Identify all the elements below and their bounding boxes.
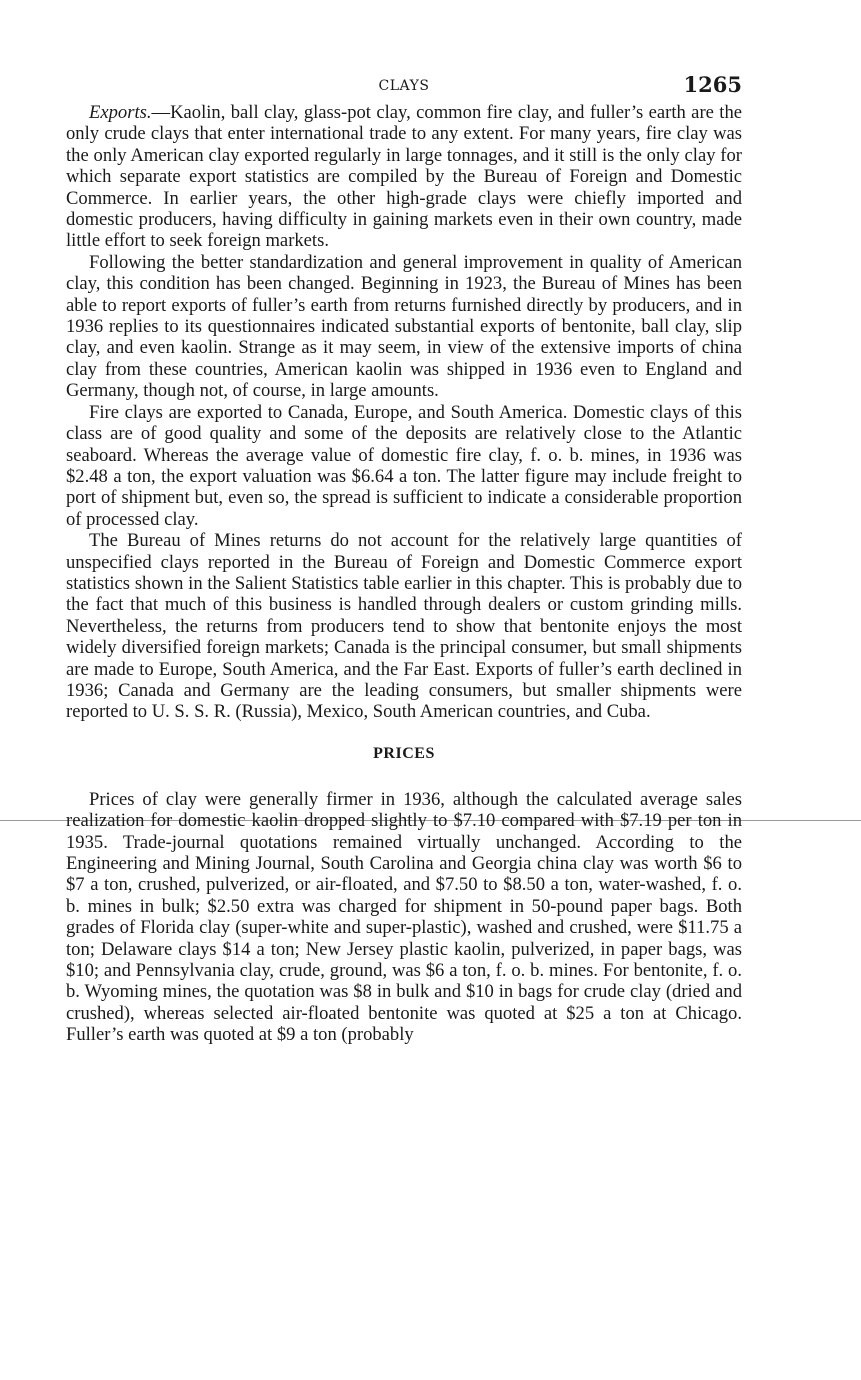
prices-section — [66, 745, 742, 1046]
exports-lead-in: Exports. — [89, 102, 152, 123]
page-number: 1265 — [683, 72, 742, 97]
exports-paragraph-2: Following the better standardization and general improvement in quality of American clay, this condition has been changed. Beginning in 1923, the Bureau of Mines has been able to report exports of fuller’s earth from returns furnished directly by producers, and in 1936 replies to its questionnaires indicated substantial exports of bentonite, ball clay, slip clay, and even kaolin. Strange as it may seem, in view of the extensive imports of china clay from these countries, American kaolin was shipped in 1936 even to England and Germany, though not, of course, in large amounts. — [66, 251, 742, 402]
prices-paragraph: Prices of clay were generally firmer in 1936, although the calculated average sales realization for domestic kaolin dropped slightly to $7.10 compared with $7.19 per ton in 1935. Trade-journal quotations remained virtually unchanged. According to the Engineering and Mining Journal, South Carolina and Georgia china clay was worth $6 to $7 a ton, crushed, pulverized, or air-floated, and $7.50 to $8.50 a ton, water-washed, f. o. b. mines in bulk; $2.50 extra was charged for shipment in 50-pound paper bags. Both grades of Florida clay (super-white and super-plastic), washed and crushed, were $11.75 a ton; Delaware clays $14 a ton; New Jersey plastic kaolin, pulverized, in paper bags, was $10; and Pennsylvania clay, crude, ground, was $6 a ton, f. o. b. mines. For bentonite, f. o. b. Wyoming mines, the quotation was $8 in bulk and $10 in bags for crude clay (dried and crushed), whereas selected air-floated bentonite was quoted at $25 a ton at Chicago. Fuller’s earth was quoted at $9 a ton (probably — [66, 788, 742, 1046]
running-title: CLAYS — [378, 78, 430, 94]
exports-paragraph-3: Fire clays are exported to Canada, Europe, and South America. Domestic clays of this class are of good quality and some of the deposits are relatively close to the Atlantic seaboard. Whereas the average value of domestic fire clay, f. o. b. mines, in 1936 was $2.48 a ton, the export valuation was $6.64 a ton. The latter figure may include freight to port of shipment but, even so, the spread is sufficient to indicate a considerable proportion of processed clay. — [66, 401, 742, 530]
exports-section — [66, 102, 742, 723]
prices-heading: PRICES — [373, 744, 435, 762]
exports-paragraph-1-text: —Kaolin, ball clay, glass-pot clay, common fire clay, and fuller’s earth are the only crude clays that enter international trade to any extent. For many years, fire clay was the only American clay exported regularly in large tonnages, and it still is the only clay for which separate export statistics are compiled by the Bureau of Foreign and Domestic Commerce. In earlier years, the other high-grade clays were chiefly imported and domestic producers, having difficulty in gaining markets even in their own country, made little effort to seek foreign markets. — [66, 102, 742, 252]
exports-paragraph-4: The Bureau of Mines returns do not account for the relatively large quantities of unspecified clays reported in the Bureau of Foreign and Domestic Commerce export statistics shown in the Salient Statistics table earlier in this chapter. This is probably due to the fact that much of this business is handled through dealers or custom grinding mills. Nevertheless, the returns from producers tend to show that bentonite enjoys the most widely diversified foreign markets; Canada is the principal consumer, but small shipments are made to Europe, South America, and the Far East. Exports of fuller’s earth declined in 1936; Canada and Germany are the leading consumers, but smaller shipments were reported to U. S. S. R. (Russia), Mexico, South American countries, and Cuba. — [66, 530, 742, 723]
document-page — [66, 72, 742, 1046]
running-header — [66, 72, 742, 102]
exports-paragraph-1 — [66, 102, 742, 252]
